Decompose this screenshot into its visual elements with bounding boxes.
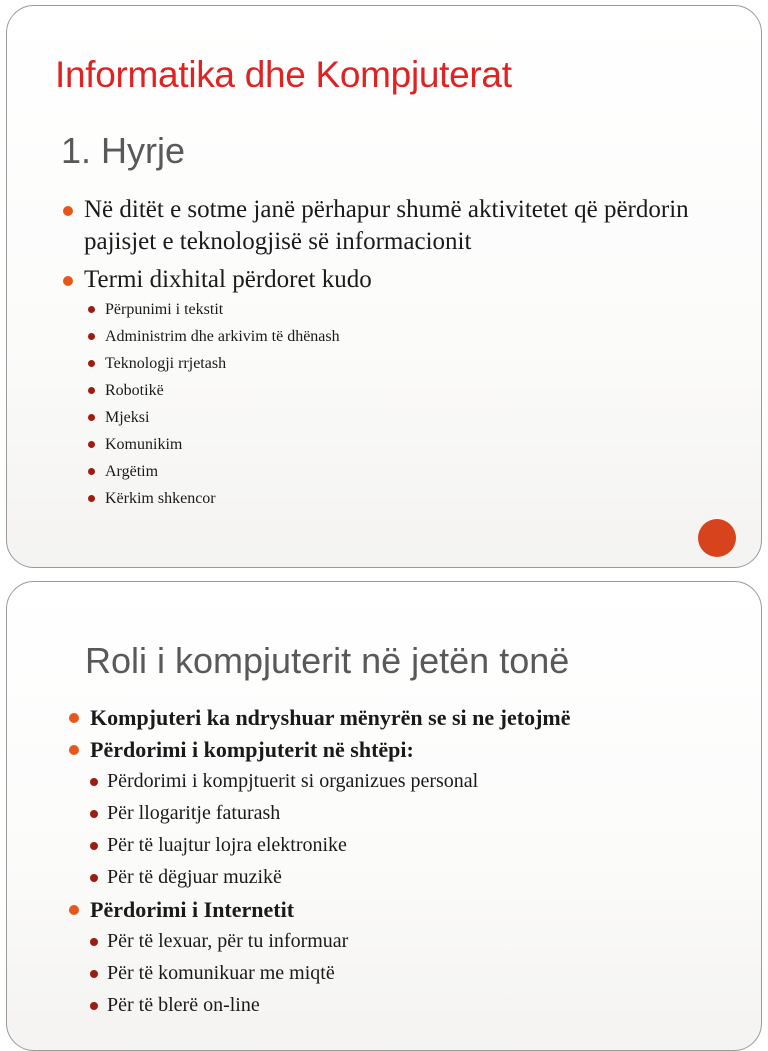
bullet-item: Përdorimi i kompjuterit në shtëpi: [67,736,747,764]
slide-1 [6,5,762,568]
bullet-item: Përdorimi i Internetit [67,896,747,924]
slide-2 [6,581,762,1051]
sub-bullet-item: Argëtim [83,462,741,481]
slide-title: Roli i kompjuterit në jetën tonë [85,640,570,681]
sub-bullet-item: Për të luajtur lojra elektronike [89,832,747,858]
sub-bullet-item: Përdorimi i kompjtuerit si organizues personal [89,768,747,794]
bullet-item: Kompjuteri ka ndryshuar mënyrën se si ne jetojmë [67,704,747,732]
slide-title: Informatika dhe Kompjuterat [55,54,512,95]
sub-bullet-item: Për të dëgjuar muzikë [89,864,747,890]
sub-bullet-item: Për të komunikuar me miqtë [89,960,747,986]
sub-bullet-item: Përpunimi i tekstit [83,300,741,319]
sub-bullet-item: Teknologji rrjetash [83,354,741,373]
slide-subtitle: 1. Hyrje [61,130,186,171]
sub-bullet-item: Mjeksi [83,408,741,427]
sub-bullet-item: Për llogaritje faturash [89,800,747,826]
bullet-item: Në ditët e sotme janë përhapur shumë aktivitetet që përdorin pajisjet e teknologjisë së informacionit [61,194,741,258]
sub-bullet-item: Robotikë [83,381,741,400]
bullet-list [67,704,747,1024]
bullet-list [61,194,741,516]
sub-bullet-item: Për të blerë on-line [89,992,747,1018]
sub-bullet-item: Kërkim shkencor [83,489,741,508]
bullet-item: Termi dixhital përdoret kudo [61,264,741,296]
accent-circle-decoration [698,519,736,557]
sub-bullet-item: Për të lexuar, për tu informuar [89,928,747,954]
sub-bullet-item: Administrim dhe arkivim të dhënash [83,327,741,346]
sub-bullet-item: Komunikim [83,435,741,454]
